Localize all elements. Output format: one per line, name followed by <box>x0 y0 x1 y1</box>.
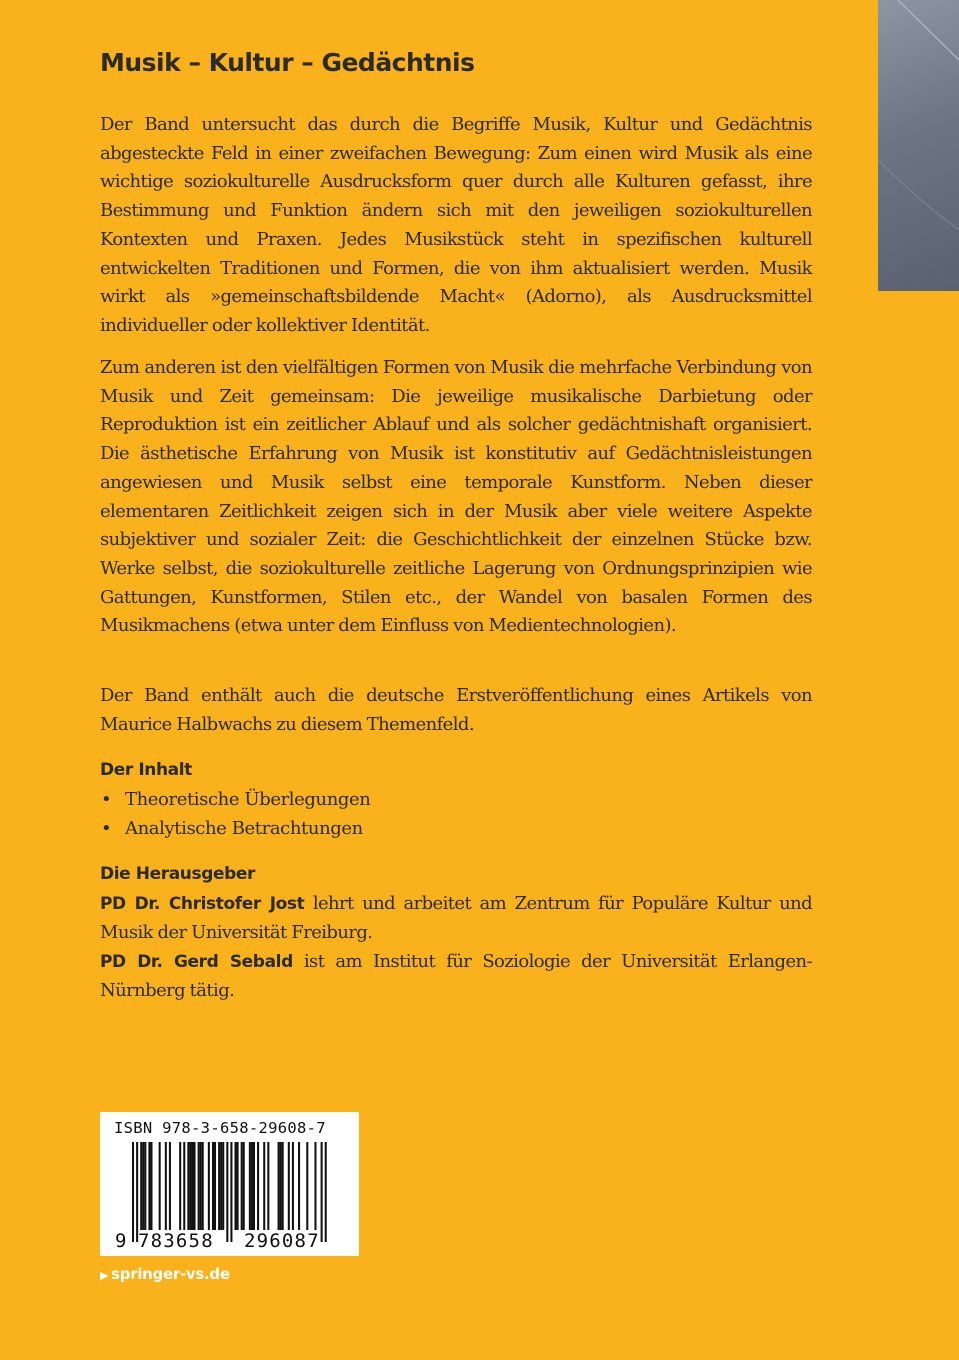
barcode-bar <box>212 1142 214 1230</box>
barcode-bar <box>218 1142 220 1230</box>
barcode-bar <box>235 1142 237 1230</box>
barcode-bar <box>288 1142 290 1230</box>
publisher-link[interactable] <box>100 1265 230 1283</box>
barcode-bar <box>144 1142 146 1230</box>
editor-name: PD Dr. Christofer Jost <box>100 894 305 914</box>
barcode-box <box>100 1112 359 1256</box>
ean-right-digits: 296087 <box>244 1230 320 1252</box>
description-paragraph-2: Zum anderen ist den vielfältigen Formen von Musik die mehrfache Verbindung von Musik und Zeit gemeinsam: Die jeweilige musikalische Darbietung oder Reproduktion ist ein zeitlicher Ablauf und als solcher gedächtnishaft organisiert. Die ästhetische Erfahrung von Musik ist konstitutiv auf Gedächtnisleistungen angewiesen und Musik selbst eine temporale Kunstform. Neben dieser elementaren Zeitlichkeit zeigen sich in der Musik aber viele weitere Aspekte subjektiver und sozialer Zeit: die Geschichtlichkeit der einzelnen Stücke bzw. Werke selbst, die soziokulturelle zeitliche Lagerung von Ordnungsprinzipien wie Gattungen, Kunstformen, Stilen etc., der Wandel von basalen Formen des Musikmachens (etwa unter dem Einfluss von Medientechnologien). <box>100 357 812 637</box>
contents-item-label: Theoretische Überlegungen <box>125 789 371 810</box>
barcode-bar <box>220 1142 222 1230</box>
ean-first-digit: 9 <box>115 1230 127 1252</box>
barcode-bar <box>237 1142 239 1230</box>
corner-decoration <box>878 0 959 291</box>
bullet-icon: • <box>101 789 112 810</box>
barcode-bar <box>159 1142 161 1230</box>
publisher-url: springer-vs.de <box>111 1265 230 1283</box>
editor-description: ist am Institut für Soziologie der Universität Erlangen-Nürnberg tätig. <box>100 951 812 1001</box>
barcode-bar <box>253 1142 255 1230</box>
barcode-bar <box>165 1142 167 1230</box>
description-paragraph-1: Der Band untersucht das durch die Begriffe Musik, Kultur und Gedächtnis abgesteckte Feld in einer zweifachen Bewegung: Zum einen wird Musik als eine wichtige soziokulturelle Ausdrucksform quer durch alle Kulturen gefasst, ihre Bestimmung und Funktion ändern sich mit den jeweiligen soziokulturellen Kontexten und Praxen. Jedes Musikstück steht in spezifischen kulturell entwickelten Traditionen und Formen, die von ihm aktualisiert werden. Musik wirkt als »gemeinschaftsbildende Macht« (Adorno), als Ausdrucksmittel individueller oder kollektiver Identität. <box>100 114 812 336</box>
barcode-bar <box>140 1142 142 1230</box>
barcode-bar <box>251 1142 253 1230</box>
barcode-bar <box>191 1142 193 1230</box>
isbn-label: ISBN 978-3-658-29608-7 <box>114 1119 326 1137</box>
book-title: Musik – Kultur – Gedächtnis <box>100 48 475 77</box>
contents-list <box>100 786 370 843</box>
editor-bio-2 <box>100 948 812 1005</box>
barcode-bar <box>263 1142 265 1230</box>
barcode-bar <box>132 1142 134 1242</box>
barcode-bar <box>243 1142 245 1230</box>
barcode-bar <box>249 1142 251 1230</box>
barcode-bar <box>298 1142 300 1230</box>
barcode-bar <box>200 1142 202 1230</box>
list-item <box>100 815 370 844</box>
barcode-bar <box>226 1142 228 1242</box>
editor-bio-1 <box>100 890 812 947</box>
barcode-bar <box>214 1142 216 1230</box>
barcode-bar <box>280 1142 282 1230</box>
barcode-bar <box>136 1142 138 1242</box>
barcode-bar <box>183 1142 185 1230</box>
contents-item-label: Analytische Betrachtungen <box>125 817 363 839</box>
barcode-bar <box>257 1142 259 1230</box>
bullet-icon: • <box>101 817 112 839</box>
contents-heading: Der Inhalt <box>100 760 192 780</box>
barcode-bar <box>230 1142 232 1242</box>
barcode-bar <box>208 1142 210 1230</box>
barcode-bar <box>325 1142 327 1242</box>
barcode-bar <box>267 1142 269 1230</box>
barcode-bar <box>282 1142 284 1230</box>
barcode-bar <box>187 1142 189 1230</box>
barcode-bar <box>194 1142 196 1230</box>
ean-digits <box>100 1230 359 1254</box>
barcode-bar <box>150 1142 152 1230</box>
barcode-bar <box>142 1142 144 1230</box>
editor-description: lehrt und arbeitet am Zentrum für Populäre Kultur und Musik der Universität Freiburg. <box>100 893 812 943</box>
barcode-bar <box>198 1142 200 1230</box>
editors-heading: Die Herausgeber <box>100 864 256 884</box>
arrow-right-icon: ▶ <box>100 1269 109 1282</box>
barcode-bar <box>321 1142 323 1242</box>
barcode-bar <box>222 1142 224 1230</box>
list-item <box>100 786 370 815</box>
barcode-bar <box>314 1142 316 1230</box>
barcode-bar <box>241 1142 243 1230</box>
editor-name: PD Dr. Gerd Sebald <box>100 952 293 972</box>
barcode-bar <box>179 1142 181 1230</box>
barcode-bar <box>278 1142 280 1230</box>
description-paragraph-3: Der Band enthält auch die deutsche Erstveröffentlichung eines Artikels von Maurice Halbwachs zu diesem Themenfeld. <box>100 685 812 735</box>
ean-left-digits: 783658 <box>138 1230 214 1252</box>
barcode-bar <box>169 1142 171 1230</box>
barcode-bar <box>189 1142 191 1230</box>
barcode-bar <box>292 1142 294 1230</box>
barcode-bar <box>202 1142 204 1230</box>
cover-corner-graphic <box>878 0 959 291</box>
barcode-bar <box>306 1142 308 1230</box>
barcode-bar <box>148 1142 150 1230</box>
